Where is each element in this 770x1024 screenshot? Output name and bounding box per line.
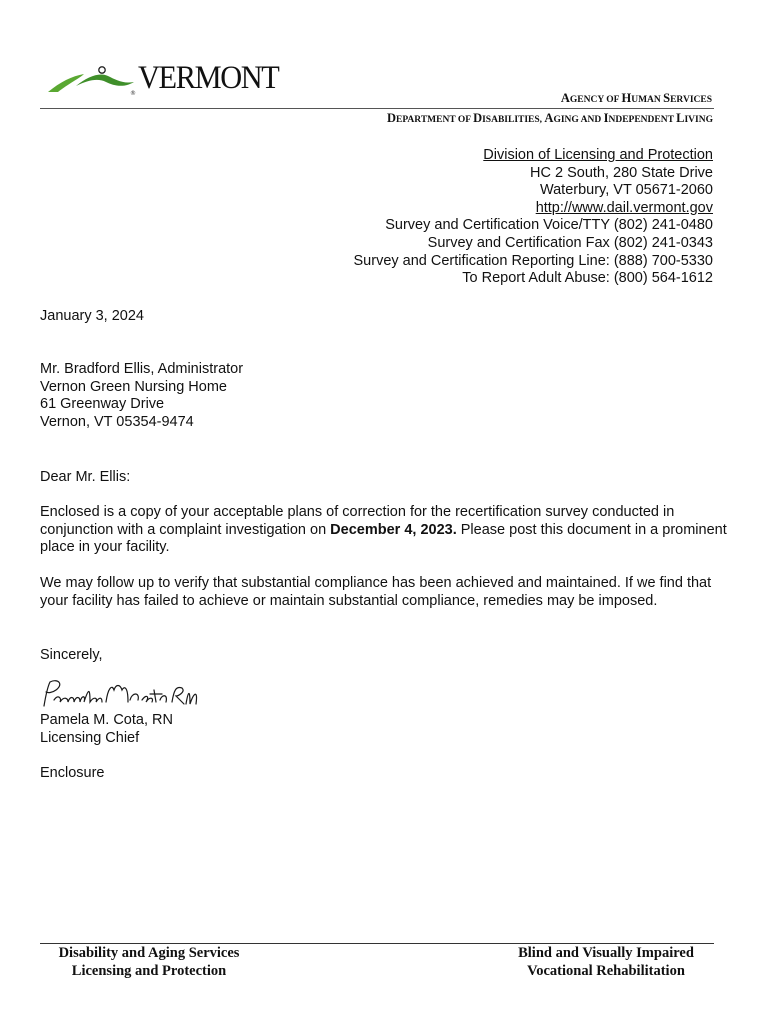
enclosure-note: Enclosure (40, 765, 105, 781)
recipient-line: Vernon, VT 05354-9474 (40, 413, 194, 430)
recipient-line: 61 Greenway Drive (40, 396, 165, 413)
survey-date: December 4, 2023. (330, 521, 457, 538)
signer-name: Pamela M. Cota, RN (40, 712, 173, 728)
division-link[interactable]: Division of Licensing and Protection (483, 147, 713, 163)
voice-line: Survey and Certification Voice/TTY (802) 241-0480 (385, 217, 713, 234)
handwritten-signature (38, 676, 198, 714)
address-line-2: Waterbury, VT 05671-2060 (539, 182, 713, 199)
abuse-line: To Report Adult Abuse: (800) 564-1612 (462, 270, 713, 287)
mountain-logo-icon (46, 62, 146, 102)
signer-block (40, 712, 173, 747)
logo-wordmark: VERMONT (138, 60, 279, 96)
body-paragraph-1: Enclosed is a copy of your acceptable plans of correction for the recertification survey conducted in conjunction with a complaint investigation on December 4, 2023. Please post this document in a prominent place in your facility. (40, 504, 727, 556)
recipient-line: Mr. Bradford Ellis, Administrator (40, 361, 244, 377)
closing: Sincerely, (40, 647, 103, 663)
signer-title: Licensing Chief (40, 729, 140, 746)
recipient-line: Vernon Green Nursing Home (40, 378, 227, 395)
footer-right (498, 945, 714, 980)
footer-right-line-1: Blind and Visually Impaired (518, 945, 694, 961)
address-line-1: HC 2 South, 280 State Drive (530, 164, 713, 181)
agency-name: AGENCY OF HUMAN SERVICES (560, 91, 712, 105)
svg-text:®: ® (130, 90, 136, 97)
header-rule (40, 108, 714, 109)
fax-line: Survey and Certification Fax (802) 241-0343 (427, 234, 713, 251)
letter-date: January 3, 2024 (40, 308, 144, 324)
body-paragraph-2: We may follow up to verify that substantial compliance has been achieved and maintained. If we find that your facility has failed to achieve or maintain substantial compliance, remedies may be imposed. (40, 575, 712, 609)
contact-block (354, 147, 714, 288)
department-name: DEPARTMENT OF DISABILITIES, AGING AND INDEPENDENT LIVING (386, 111, 713, 125)
vermont-logo (46, 62, 286, 102)
footer-left (40, 945, 258, 980)
salutation: Dear Mr. Ellis: (40, 469, 131, 485)
footer-rule (40, 943, 714, 944)
reporting-line: Survey and Certification Reporting Line: (888) 700-5330 (353, 252, 713, 269)
recipient-address (40, 361, 243, 431)
footer-right-line-2: Vocational Rehabilitation (527, 962, 685, 979)
website-link[interactable]: http://www.dail.vermont.gov (535, 199, 713, 216)
footer-left-line-1: Disability and Aging Services (58, 945, 240, 961)
footer-left-line-2: Licensing and Protection (71, 962, 227, 979)
